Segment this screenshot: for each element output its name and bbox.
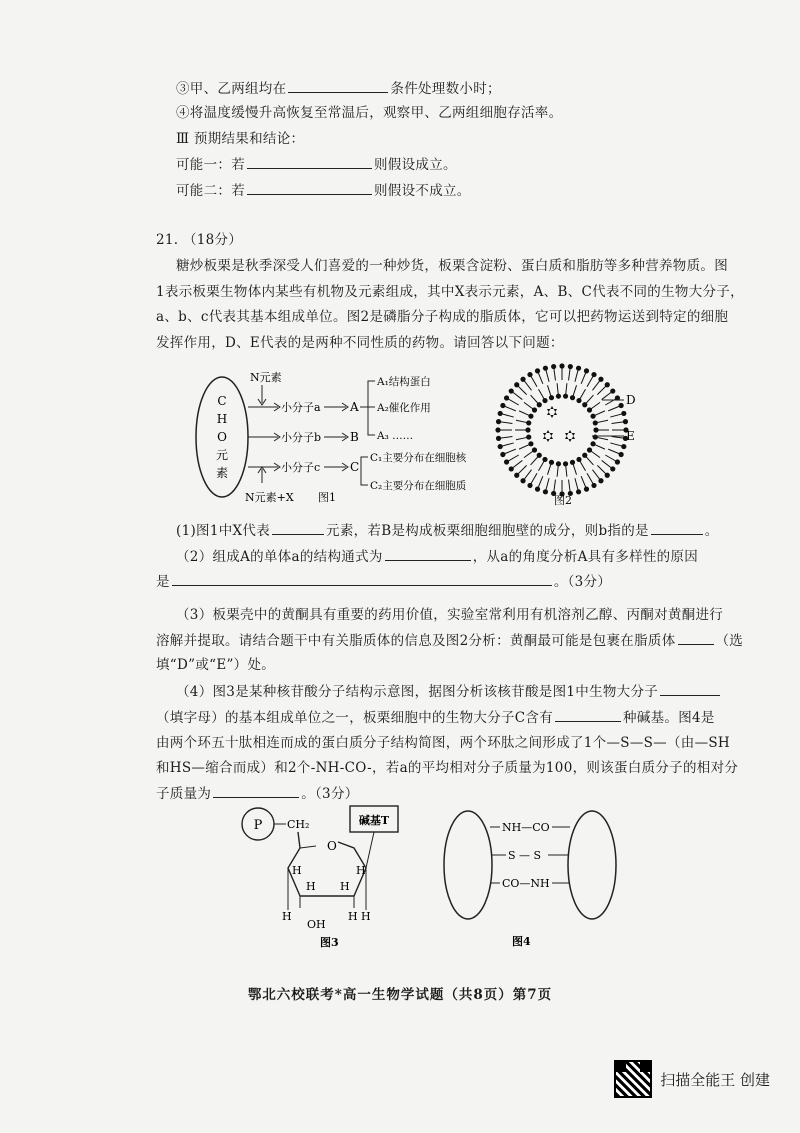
text-line: ④将温度缓慢升高恢复至常温后，观察甲、乙两组细胞存活率。 bbox=[176, 105, 563, 121]
scanner-watermark bbox=[614, 1060, 770, 1098]
watermark-text: 扫描全能王 创建 bbox=[660, 1070, 770, 1089]
n-element-label: N元素 bbox=[250, 371, 282, 384]
nx-label: N元素+X bbox=[245, 491, 294, 504]
sub-question: （填字母）的基本组成单位之一，板栗细胞中的生物大分子C含有 种碱基。图4是 bbox=[156, 710, 715, 726]
sub-question: 填“D”或“E”）处。 bbox=[156, 657, 276, 673]
ch2-label: CH₂ bbox=[287, 818, 310, 831]
disulfide-label: S — S bbox=[508, 849, 542, 862]
base-label: 碱基T bbox=[358, 814, 390, 827]
question-number: 21. （18分） bbox=[156, 232, 243, 248]
paragraph-line: 1表示板栗生物体内某些有机物及元素组成，其中X表示元素，A、B、C代表不同的生物大分子， bbox=[156, 284, 744, 300]
label-E: E bbox=[626, 429, 635, 443]
text-line: 可能一：若 则假设成立。 bbox=[176, 157, 457, 173]
oh-label: OH bbox=[307, 918, 326, 931]
small-molecule-b: 小分子b bbox=[281, 431, 322, 444]
figure-1 bbox=[190, 365, 490, 510]
label-D: D bbox=[626, 393, 636, 407]
sub-question: （4）图3是某种核苷酸分子结构示意图，据图分析该核苷酸是图1中生物大分子 bbox=[176, 682, 722, 701]
qr-code-icon bbox=[614, 1060, 652, 1098]
text-line: 可能二：若 则假设不成立。 bbox=[176, 183, 471, 199]
small-molecule-c: 小分子c bbox=[281, 461, 321, 474]
sub-question: （3）板栗壳中的黄酮具有重要的药用价值，实验室常利用有机溶剂乙醇、丙酮对黄酮进行 bbox=[176, 607, 724, 623]
circle-char: 元 bbox=[215, 448, 229, 462]
h-label: H bbox=[356, 864, 366, 877]
label-A2: A₂催化作用 bbox=[377, 402, 431, 414]
phospholipid-inner-layer bbox=[515, 383, 609, 476]
text-line: ③甲、乙两组均在 条件处理数小时； bbox=[176, 81, 501, 97]
h-label: H bbox=[340, 880, 350, 893]
h-label: H bbox=[306, 880, 316, 893]
drug-star-icon bbox=[547, 406, 557, 418]
figure-4-protein bbox=[440, 805, 620, 950]
ring-oxygen: O bbox=[327, 839, 337, 853]
h-label: H bbox=[361, 910, 371, 923]
page-footer: 鄂北六校联考*高一生物学试题（共8页）第7页 bbox=[247, 987, 553, 1003]
sub-question: (1)图1中X代表 元素，若B是构成板栗细胞细胞壁的成分，则b指的是 。 bbox=[176, 523, 719, 539]
label-A1: A₁结构蛋白 bbox=[377, 376, 431, 388]
circle-char: O bbox=[217, 430, 227, 444]
label-C2: C₂主要分布在细胞质 bbox=[370, 480, 467, 492]
bond-line bbox=[300, 846, 316, 848]
phosphate-label: P bbox=[253, 818, 263, 833]
bracket-icon bbox=[368, 381, 375, 435]
bond-line bbox=[366, 832, 374, 868]
sub-question: 是 。（3分） bbox=[156, 574, 612, 590]
figure-caption: 图3 bbox=[320, 936, 339, 949]
bracket-icon bbox=[361, 457, 368, 485]
figure-caption: 图2 bbox=[554, 494, 572, 507]
sub-question: 溶解并提取。请结合题干中有关脂质体的信息及图2分析：黄酮最可能是包裹在脂质体 （选 bbox=[156, 633, 744, 649]
text-line: Ⅲ 预期结果和结论： bbox=[176, 131, 305, 147]
peptide-bond-label: CO—NH bbox=[502, 877, 550, 890]
drug-star-icon bbox=[543, 430, 553, 442]
cyclic-peptide-left bbox=[444, 811, 492, 919]
paragraph-line: 发挥作用，D、E代表的是两种不同性质的药物。请回答以下问题： bbox=[156, 335, 564, 351]
circle-char: H bbox=[216, 412, 228, 426]
paragraph-line: 糖炒板栗是秋季深受人们喜爱的一种炒货，板栗含淀粉、蛋白质和脂肪等多种营养物质。图 bbox=[176, 258, 728, 274]
macromolecule-B: B bbox=[350, 430, 359, 444]
figure-caption: 图4 bbox=[512, 935, 531, 948]
label-A3: A₃ …… bbox=[377, 430, 414, 442]
label-C1: C₁主要分布在细胞核 bbox=[370, 452, 467, 464]
small-molecule-a: 小分子a bbox=[281, 401, 321, 414]
figure-3-nucleotide bbox=[230, 800, 410, 950]
h-label: H bbox=[348, 910, 358, 923]
circle-char: C bbox=[217, 394, 227, 408]
sub-question: 由两个环五十肽相连而成的蛋白质分子结构简图，两个环肽之间形成了1个—S—S—（由—SH bbox=[156, 735, 731, 751]
cyclic-peptide-right bbox=[568, 811, 616, 919]
sub-question: 和HS—缩合而成）和2个-NH-CO-，若a的平均相对分子质量为100，则该蛋白质分子的相对分 bbox=[156, 760, 739, 776]
h-label: H bbox=[282, 910, 292, 923]
macromolecule-C: C bbox=[350, 460, 360, 474]
sub-question: （2）组成A的单体a的结构通式为 ，从a的角度分析A具有多样性的原因 bbox=[176, 549, 699, 565]
drug-star-icon bbox=[565, 430, 575, 442]
paragraph-line: a、b、c代表其基本组成单位。图2是磷脂分子构成的脂质体，它可以把药物运送到特定的细胞 bbox=[156, 309, 729, 325]
peptide-bond-label: NH—CO bbox=[502, 821, 550, 834]
figure-2-liposome bbox=[492, 360, 652, 510]
macromolecule-A: A bbox=[350, 400, 359, 414]
h-label: H bbox=[292, 864, 302, 877]
figure-caption: 图1 bbox=[318, 491, 336, 504]
sub-question: 子质量为 。（3分） bbox=[156, 786, 359, 802]
circle-char: 素 bbox=[215, 466, 229, 480]
